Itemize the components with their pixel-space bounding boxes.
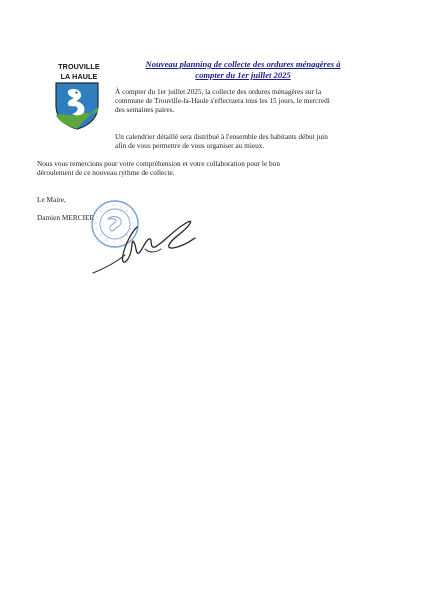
mayor-signature xyxy=(85,205,205,280)
paragraph-3-line: Nous vous remercions pour votre compréhension et votre collaboration pour le bon xyxy=(37,159,280,168)
paragraph-1-line: des semaines paires. xyxy=(115,105,175,114)
paragraph-3-line: déroulement de ce nouveau rythme de collecte. xyxy=(37,168,175,177)
paragraph-2-line: Un calendrier détaillé sera distribué à l'ensemble des habitants début juin xyxy=(115,132,328,141)
commune-name-line1: TROUVILLE xyxy=(58,62,100,71)
notice-title-line2: compter du 1er juillet 2025 xyxy=(195,70,291,80)
closing-role: Le Maire, xyxy=(37,195,66,204)
paragraph-2-line: afin de vous permettre de vous organiser au mieux. xyxy=(115,141,265,150)
paragraph-1-line: commune de Trouville-la-Haule s'effectuera tous les 15 jours, le mercredi xyxy=(115,96,330,105)
commune-crest-icon xyxy=(54,81,100,131)
commune-name-line2: LA HAULE xyxy=(60,72,98,81)
signatory-name: Damien MERCIER xyxy=(37,213,95,222)
paragraph-1-line: À compter du 1er juillet 2025, la collecte des ordures ménagères sur la xyxy=(115,87,322,96)
notice-title-line1: Nouveau planning de collecte des ordures ménagères à xyxy=(145,59,341,69)
